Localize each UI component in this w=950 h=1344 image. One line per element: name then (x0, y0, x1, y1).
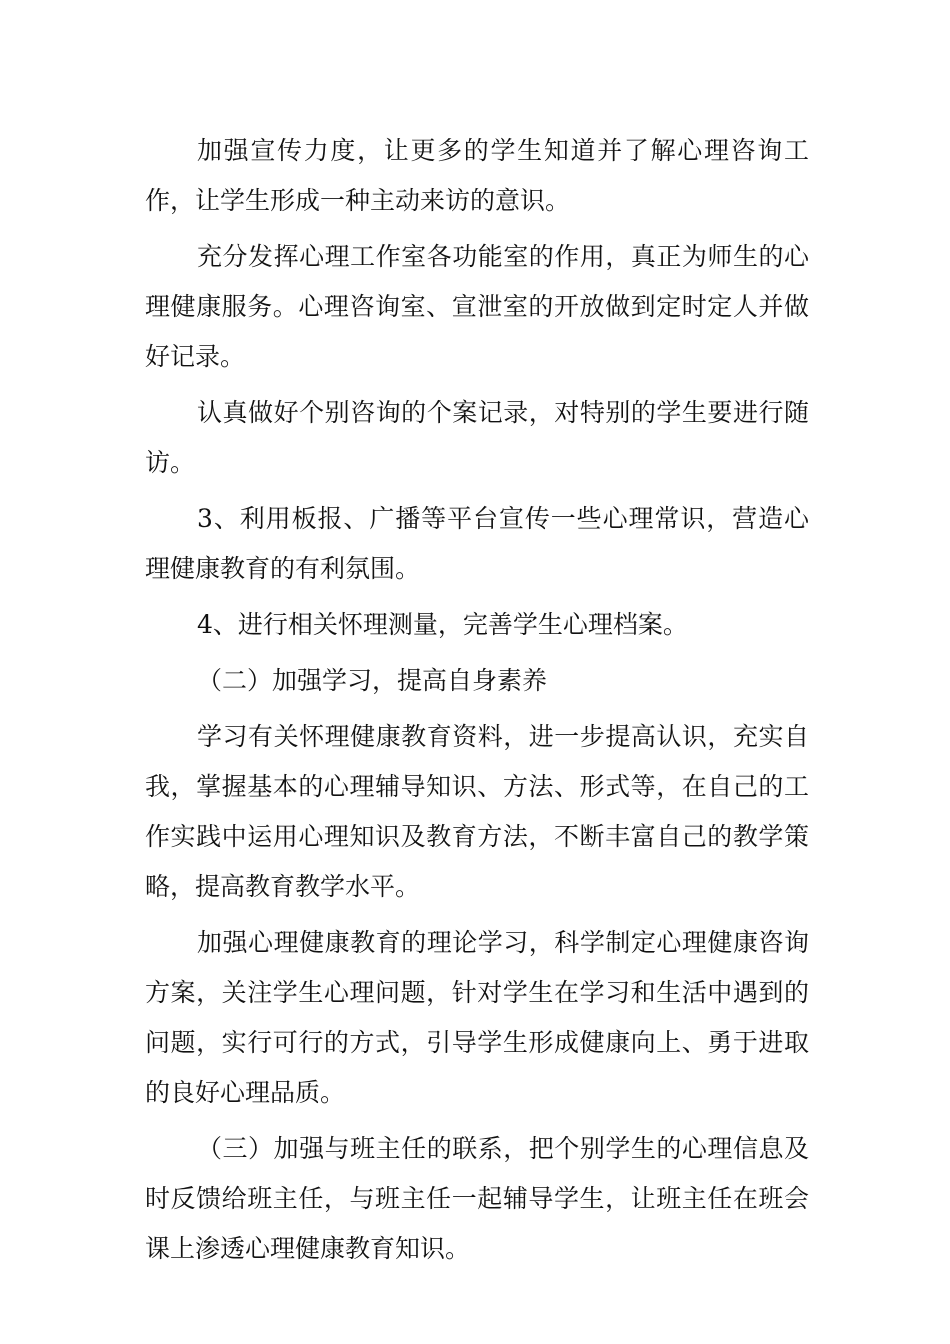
paragraph: 学习有关怀理健康教育资料，进一步提高认识，充实自我，掌握基本的心理辅导知识、方法、形式等，在自己的工作实践中运用心理知识及教育方法，不断丰富自己的教学策略，提高教育教学水平。 (145, 722, 809, 901)
section-heading: （二）加强学习，提高自身素养 (197, 666, 548, 695)
paragraph: 3、利用板报、广播等平台宣传一些心理常识，营造心理健康教育的有利氛围。 (145, 504, 809, 583)
paragraph: 充分发挥心理工作室各功能室的作用，真正为师生的心理健康服务。心理咨询室、宣泄室的开放做到定时定人并做好记录。 (145, 242, 809, 371)
paragraph: 4、进行相关怀理测量，完善学生心理档案。 (197, 610, 688, 639)
section-heading: （三）加强与班主任的联系，把个别学生的心理信息及时反馈给班主任，与班主任一起辅导学生，让班主任在班会课上渗透心理健康教育知识。 (145, 1134, 809, 1263)
paragraph: 加强宣传力度，让更多的学生知道并了解心理咨询工作，让学生形成一种主动来访的意识。 (145, 136, 809, 215)
document-body (145, 126, 809, 1274)
paragraph: 认真做好个别咨询的个案记录，对特别的学生要进行随访。 (145, 398, 809, 477)
paragraph: 加强心理健康教育的理论学习，科学制定心理健康咨询方案，关注学生心理问题，针对学生在学习和生活中遇到的问题，实行可行的方式，引导学生形成健康向上、勇于进取的良好心理品质。 (145, 928, 809, 1107)
